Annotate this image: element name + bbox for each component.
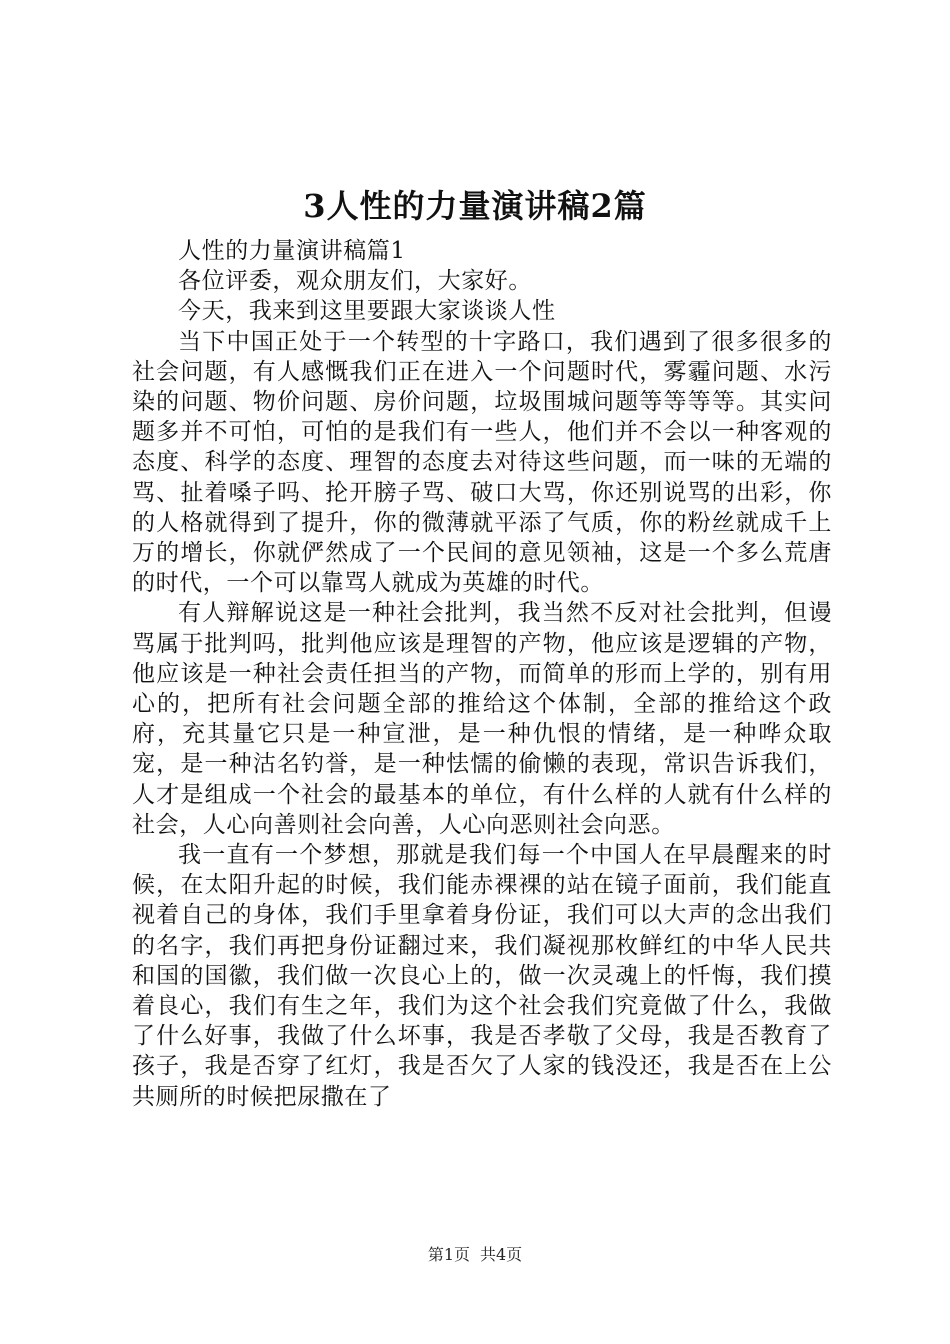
page-number: 第1页 [427,1245,470,1264]
document-body [132,236,832,1112]
paragraph-heading: 人性的力量演讲稿篇1 [178,238,406,264]
page-footer [0,1244,950,1266]
paragraph-body: 有人辩解说这是一种社会批判，我当然不反对社会批判，但谩骂属于批判吗，批判他应该是理智的产物，他应该是逻辑的产物，他应该是一种社会责任担当的产物，而简单的形而上学的，别有用心的，把所有社会问题全部的推给这个体制，全部的推给这个政府，充其量它只是一种宣泄，是一种仇恨的情绪，是一种哗众取宠，是一种沽名钓誉，是一种怯懦的偷懒的表现，常识告诉我们，人才是组成一个社会的最基本的单位，有什么样的人就有什么样的社会，人心向善则社会向善，人心向恶则社会向恶。 [132,600,832,838]
document-title: 3人性的力量演讲稿2篇 [303,187,647,225]
page-total: 共4页 [480,1245,523,1264]
paragraph-body: 当下中国正处于一个转型的十字路口，我们遇到了很多很多的社会问题，有人感慨我们正在进入一个问题时代，雾霾问题、水污染的问题、物价问题、房价问题，垃圾围城问题等等等等。其实问题多并不可怕，可怕的是我们有一些人，他们并不会以一种客观的态度、科学的态度、理智的态度去对待这些问题，而一味的无端的骂、扯着嗓子吗、抡开膀子骂、破口大骂，你还别说骂的出彩，你的人格就得到了提升，你的微薄就平添了气质，你的粉丝就成千上万的增长，你就俨然成了一个民间的意见领袖，这是一个多么荒唐的时代，一个可以靠骂人就成为英雄的时代。 [132,328,832,597]
paragraph-intro: 今天，我来到这里要跟大家谈谈人性 [178,298,556,325]
paragraph-body: 我一直有一个梦想，那就是我们每一个中国人在早晨醒来的时候，在太阳升起的时候，我们能赤裸裸的站在镜子面前，我们能直视着自己的身体，我们手里拿着身份证，我们可以大声的念出我们的名字，我们再把身份证翻过来，我们凝视那枚鲜红的中华人民共和国的国徽，我们做一次良心上的，做一次灵魂上的忏悔，我们摸着良心，我们有生之年，我们为这个社会我们究竟做了什么，我做了什么好事，我做了什么坏事，我是否孝敬了父母，我是否教育了孩子，我是否穿了红灯，我是否欠了人家的钱没还，我是否在上公共厕所的时候把尿撒在了 [132,842,832,1110]
paragraph-greeting: 各位评委，观众朋友们，大家好。 [178,268,532,295]
